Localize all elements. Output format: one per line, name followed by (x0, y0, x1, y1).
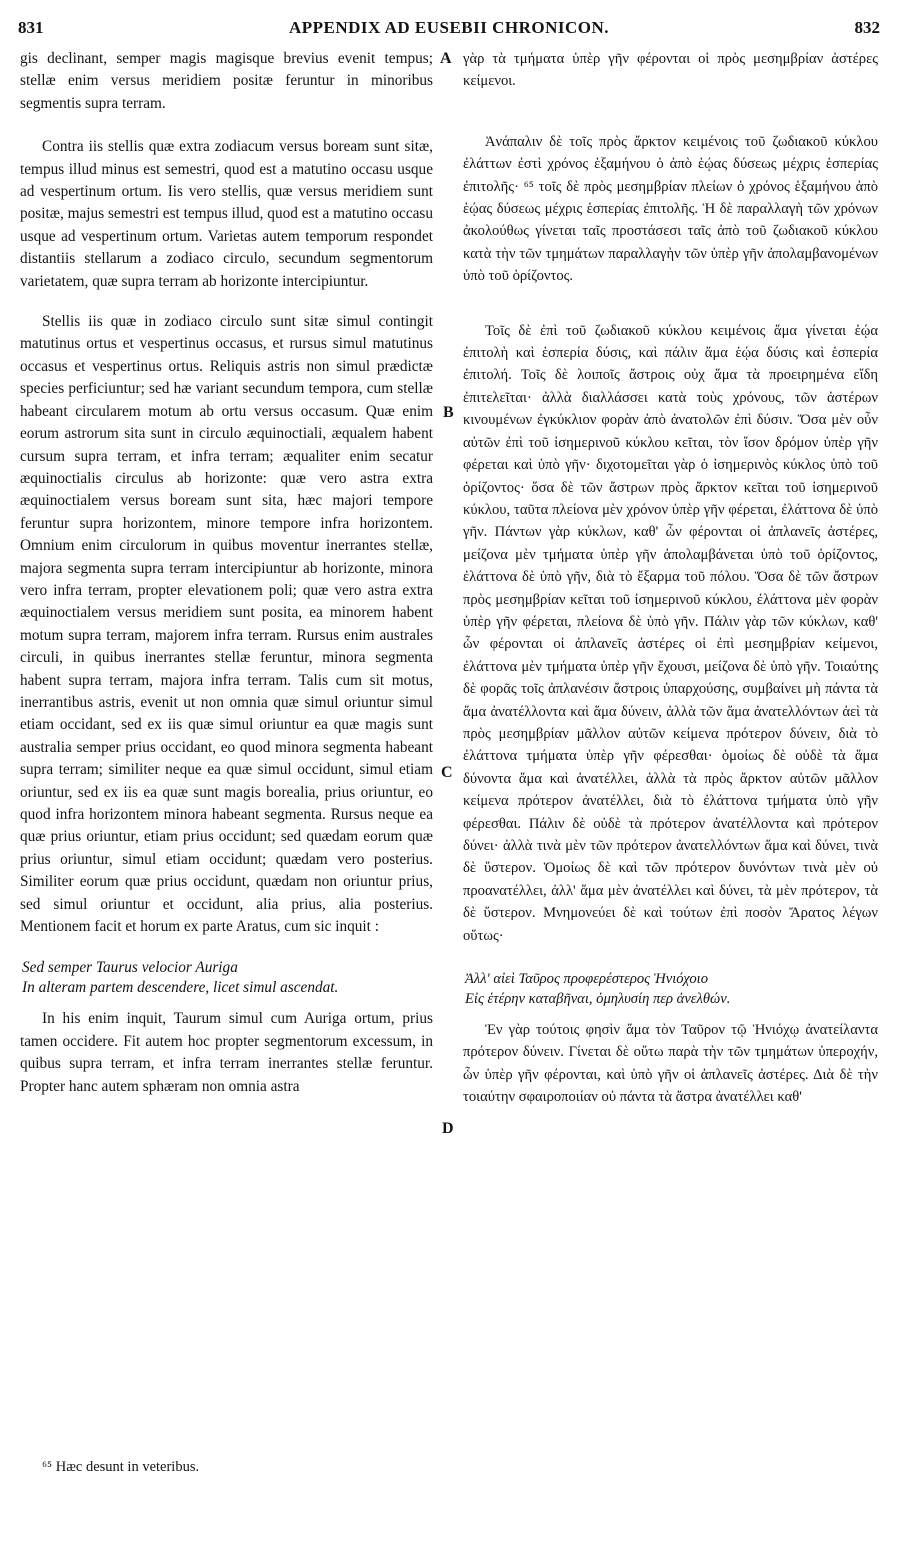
greek-verse-line-2: Εἰς ἑτέρην καταβῆναι, ὁμηλυσίη περ ἀνελθών. (465, 991, 731, 1008)
latin-verse-line-2: In alteram partem descendere, licet simul ascendat. (22, 979, 339, 997)
margin-marker-a: A (440, 50, 452, 67)
latin-paragraph-3: Stellis iis quæ in zodiaco circulo sunt sitæ simul contingit matutinus ortus et vespertinus occasus, et rursus simul matutinus occasus et vespertinus ortus. Reliquis astris non simul prædictæ species perficiuntur; sed hæ variant secundum tempora, cum stellæ habeant circularem motum ab ortu versus occasum. Quæ enim eorum astrorum sita sunt in circulo æquinoctiali, æqualem habent cursum supra terram, et infra terram; æqualiter enim secatur æquinoctialis circulus ab horizonte: quæ vero astra extra æquinoctialem versus boream sunt sita, hæc majori tempore feruntur supra horizontem, minore tempore infra horizontem. Omnium enim circulorum in quibus moventur inerrantes stellæ, majora segmenta supra terram intercipiuntur ab horizonte, minora vero infra terram, propter elevationem poli; quæ vero astra extra æquinoctialem versus meridiem sunt posita, ea minorem habent motum supra terram, majorem infra terram. Rursus enim australes circuli, in quibus inerrantes stellæ feruntur, minora segmenta habent supra terram, majora infra terram. Talis cum sit motus, inerrantibus astris, evenit ut non omnia quæ simul oriuntur simul etiam occidant, sed ex iis quæ simul oriuntur ea quæ magis sunt australia semper prius occidant, eo quod minora segmenta habeant supra terram; similiter neque ea quæ simul occidunt, simul etiam oriuntur, sed ex iis ea quæ sunt magis borealia, prius oriuntur, eo quod infra horizontem minora habeant segmenta. Rursus neque ea quæ prius oriuntur, etiam prius occidunt; sed quædam eorum quæ prius oriuntur, simul etiam occidunt; quædam vero posterius. Similiter eorum quæ prius occidunt, quædam non oriuntur prius, sed simul oriuntur et occidunt, alia prius, alia posterius. Mentionem facit et horum ex parte Aratus, cum sic inquit : (20, 313, 433, 936)
latin-paragraph-1: gis declinant, semper magis magisque brevius evenit tempus; stellæ enim versus meridiem positæ feruntur in minoribus segmentis supra terram. (20, 50, 433, 112)
margin-marker-b: B (443, 404, 454, 421)
page-number-right: 832 (854, 18, 880, 37)
margin-marker-c: C (441, 764, 453, 781)
footnote: ⁶⁵ Hæc desunt in veteribus. (42, 1459, 200, 1475)
latin-column (20, 48, 433, 1098)
greek-verse-line-1: Ἀλλ' αἰεὶ Ταῦρος προφερέστερος Ἡνιόχοιο (465, 971, 709, 988)
latin-paragraph-2: Contra iis stellis quæ extra zodiacum versus boream sunt sitæ, tempus illud minus est semestri, quod est a matutino occasu usque ad vespertinum ortum. Iis vero stellis, quæ versus meridiem sunt positæ, majus semestri est tempus illud, quod est a matutino occasu usque ad vespertinum ortum. Varietas autem temporum respondet distantiis stellarum a zodiaco circulo, secundum segmentorum varietatem, quæ supra terram ab horizonte intercipiuntur. (20, 138, 433, 290)
running-header (18, 18, 880, 44)
greek-paragraph-1: γὰρ τὰ τμήματα ὑπὲρ γῆν φέρονται οἱ πρὸς μεσημβρίαν ἀστέρες κείμενοι. (463, 51, 878, 90)
greek-paragraph-4: Ἐν γὰρ τούτοις φησὶν ἅμα τὸν Ταῦρον τῷ Ἡνιόχῳ ἀνατείλαντα πρότερον δύνειν. Γίνεται δὲ οὕτω παρὰ τὴν τῶν τμημάτων ὑπεροχήν, ὧν ὑπὲρ γῆν φέρονται, καὶ ὑπὸ γῆν οἱ ἀπλανεῖς ἀστέρες. Διὰ δὲ τὴν τοιαύτην σφαιροποιίαν οὐ πάντα τὰ ἄστρα ἀνατέλλει καθ' (463, 1022, 878, 1106)
greek-paragraph-3: Τοῖς δὲ ἐπὶ τοῦ ζωδιακοῦ κύκλου κειμένοις ἅμα γίνεται ἑῴα ἐπιτολὴ καὶ ἑσπερία δύσις, καὶ πάλιν ἅμα ἑῴα δύσις καὶ ἑσπερία ἐπιτολή. Τοῖς δὲ λοιποῖς ἄστροις οὐχ ἅμα τὰ προειρημένα εἴδη ἐπιτελεῖται· ἀλλὰ διαλλάσσει κατὰ τοὺς χρόνους, τῶν ἀστέρων κινουμένων ἐγκύκλιον φορὰν ἀπὸ ἀνατολῶν ἐπὶ δύσιν. Ὅσα μὲν οὖν αὐτῶν ἐπὶ τοῦ ἰσημερινοῦ κύκλου κεῖται, τὸν ἴσον δρόμον ὑπὲρ γῆν φέρεται καὶ ὑπὸ γῆν· διχοτομεῖται γὰρ ὁ ἰσημερινὸς κύκλος ὑπὸ τοῦ ὁρίζοντος· ὅσα δὲ τῶν ἄστρων πρὸς ἄρκτον κεῖται τοῦ ἰσημερινοῦ κύκλου, ταῦτα πλείονα μὲν χρόνον ὑπὲρ γῆν φέρεται, ἐλάττονα δὲ ὑπὸ γῆν. Πάντων γὰρ κύκλων, καθ' ὧν φέρονται οἱ ἀπλανεῖς ἀστέρες, μείζονα μὲν τμήματα ὑπὲρ γῆν ἀπολαμβάνεται ὑπὸ τοῦ ὁρίζοντος, ἐλάττονα δὲ ὑπὸ γῆν, διὰ τὸ ἔξαρμα τοῦ πόλου. Ὅσα δὲ τῶν ἄστρων πρὸς μεσημβρίαν κεῖται τοῦ ἰσημερινοῦ κύκλου, ἐλάττονα μὲν φορὰν ὑπὲρ γῆν φέρεται, πλείονα δὲ ὑπὸ γῆν. Πάλιν γὰρ τῶν κύκλων, καθ' ὧν φέρονται οἱ ἀπλανεῖς ἀστέρες οἱ ἐπὶ μεσημβρίαν κείμενοι, ἐλάττονα μὲν τμήματα ὑπὲρ γῆν ἔχουσι, μείζονα δὲ ὑπὸ γῆν. Τοιαύτης δὲ φορᾶς τοῖς ἀπλανέσιν ἄστροις ὑπαρχούσης, συμβαίνει μὴ πάντα τὰ ἅμα ἀνατέλλοντα καὶ ἅμα δύνειν, ἀλλὰ τῶν ἅμα ἀνατελλόντων ἀεὶ τὰ πρὸς μεσημβρίαν μᾶλλον αὐτῶν κείμενα πρότερον δύνειν, διὰ τὸ ἐλάττονα τμήματα ὑπὲρ γῆν φέρεσθαι· ὁμοίως δὲ οὐδὲ τὰ ἅμα δύνοντα ἅμα καὶ ἀνατέλλει, ἀλλὰ τὰ πρὸς ἄρκτον αὐτῶν μᾶλλον κείμενα πρότερον ἀνατέλλει, διὰ τὸ ἐλάττονα τμήματα ὑπὸ γῆν φέρεσθαι. Πάλιν δὲ οὐδὲ τὰ πρότερον ἀνατέλλοντα καὶ πρότερον δύνει· ἀλλὰ τινὰ μὲν τῶν πρότερον ἀνατελλόντων ἅμα καὶ δύνει, τινὰ δὲ ὕστερον. Ὁμοίως δὲ καὶ τῶν πρότερον δυνόντων τινὰ μὲν οὐ προανατέλλει, ἀλλ' ἅμα μὲν ἀνατέλλει καὶ δύνει, τὰ μὲν πρότερον, τὰ δὲ ὕστερον. Μνημονεύει δὲ καὶ τούτων ἐπὶ ποσὸν Ἄρατος λέγων οὕτως· (463, 322, 878, 944)
page-number-left: 831 (18, 18, 44, 37)
running-title: APPENDIX AD EUSEBII CHRONICON. (288, 18, 610, 37)
greek-column (463, 48, 878, 1109)
margin-marker-d: D (442, 1120, 454, 1137)
greek-paragraph-2: Ἀνάπαλιν δὲ τοῖς πρὸς ἄρκτον κειμένοις τοῦ ζωδιακοῦ κύκλου ἐλάττων ἐστὶ χρόνος ἑξαμήνου ὁ ἀπὸ ἑῴας δύσεως μέχρις ἑσπερίας ἐπιτολῆς· ⁶⁵ τοῖς δὲ πρὸς μεσημβρίαν πλείων ὁ χρόνος ἑξαμήνου ἀπὸ ἑῴας δύσεως μέχρις ἑσπερίας ἐπιτολῆς. Ἡ δὲ παραλλαγὴ τῶν χρόνων ἀκολούθως γίνεται ταῖς προστάσεσι ταῖς ἀπὸ τοῦ ζωδιακοῦ κύκλου κατὰ τὴν τῶν τμημάτων παραλλαγὴν τῶν ὑπὲρ γῆν ἀπολαμβανομένων ὑπὸ τοῦ ὁρίζοντος. (463, 133, 878, 285)
latin-paragraph-4: In his enim inquit, Taurum simul cum Auriga ortum, prius tamen occidere. Fit autem hoc propter segmentorum excessum, in quibus supra terram, et infra terram inerrantes stellæ feruntur. Propter hanc autem sphæram non omnia astra (20, 1010, 433, 1095)
latin-verse-line-1: Sed semper Taurus velocior Auriga (22, 959, 238, 977)
